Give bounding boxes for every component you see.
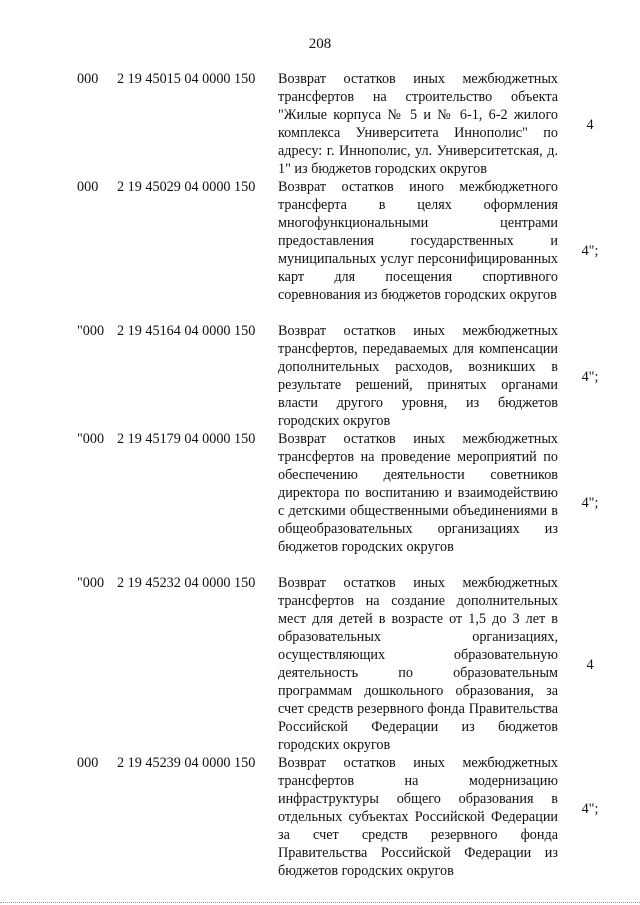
- budget-classification-code: 2 19 45029 04 0000 150: [117, 179, 256, 195]
- table-row: [0, 430, 640, 574]
- admin-code: "000: [77, 323, 105, 339]
- table-row: [0, 70, 640, 178]
- page-number: 208: [308, 36, 332, 52]
- budget-classification-code: 2 19 45179 04 0000 150: [117, 431, 256, 447]
- page-bottom-edge: [0, 898, 640, 903]
- admin-code: 000: [77, 71, 99, 87]
- budget-classification-code: 2 19 45232 04 0000 150: [117, 575, 256, 591]
- table-row: [0, 322, 640, 430]
- revenue-name: Возврат остатков иных межбюджетных трансфертов на строительство объекта "Жилые корпуса № 5 и № 6-1, 6-2 жилого комплекса Университета Иннополис" по адресу: г. Иннополис, ул. Университетская, д. 1" из бюджетов городских округов: [278, 71, 558, 177]
- table-row: [0, 574, 640, 754]
- budget-code-table: [0, 70, 640, 880]
- row-value: 4: [586, 657, 594, 673]
- budget-classification-code: 2 19 45015 04 0000 150: [117, 71, 256, 87]
- row-value: 4";: [581, 801, 599, 817]
- admin-code: 000: [77, 179, 99, 195]
- row-value: 4";: [581, 369, 599, 385]
- budget-classification-code: 2 19 45239 04 0000 150: [117, 755, 256, 771]
- table-row: [0, 754, 640, 880]
- admin-code: "000: [77, 431, 105, 447]
- revenue-name: Возврат остатков иных межбюджетных трансфертов, передаваемых для компенсации дополнительных расходов, возникших в результате решений, принятых органами власти другого уровня, из бюджетов городских округов: [278, 323, 558, 429]
- budget-classification-code: 2 19 45164 04 0000 150: [117, 323, 256, 339]
- row-value: 4";: [581, 243, 599, 259]
- revenue-name: Возврат остатков иных межбюджетных трансфертов на модернизацию инфраструктуры общего образования в отдельных субъектах Российской Федерации за счет средств резервного фонда Правительства Российской Федерации из бюджетов городских округов: [278, 755, 558, 879]
- revenue-name: Возврат остатков иного межбюджетного трансферта в целях оформления многофункциональными центрами предоставления государственных и муниципальных услуг персонифицированных карт для посещения спортивного соревнования из бюджетов городских округов: [278, 179, 558, 303]
- revenue-name: Возврат остатков иных межбюджетных трансфертов на проведение мероприятий по обеспечению деятельности советников директора по воспитанию и взаимодействию с детскими общественными объединениями в общеобразовательных организациях из бюджетов городских округов: [278, 431, 558, 555]
- revenue-name: Возврат остатков иных межбюджетных трансфертов на создание дополнительных мест для детей в возрасте от 1,5 до 3 лет в образовательных организациях, осуществляющих образовательную деятельность по образовательным программам дошкольного образования, за счет средств резервного фонда Правительства Российской Федерации из бюджетов городских округов: [278, 575, 558, 753]
- admin-code: "000: [77, 575, 105, 591]
- row-value: 4";: [581, 495, 599, 511]
- table-row: [0, 178, 640, 322]
- admin-code: 000: [77, 755, 99, 771]
- row-value: 4: [586, 117, 594, 133]
